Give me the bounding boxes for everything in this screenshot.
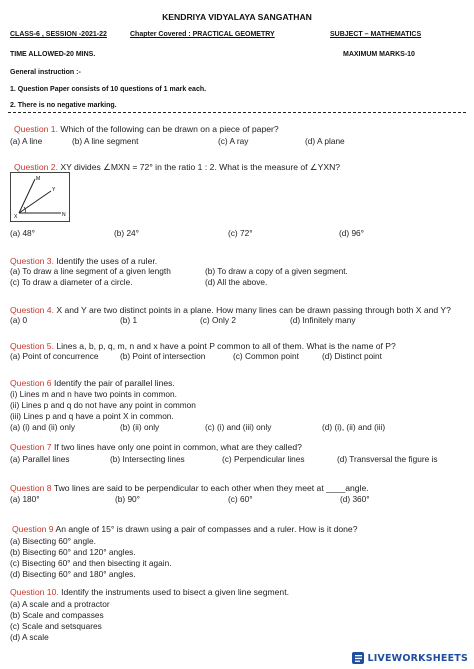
q6-option-d[interactable]: (d) (i), (ii) and (iii) — [322, 422, 386, 432]
question-1: Question 1. Which of the following can be drawn on a piece of paper? — [14, 124, 279, 134]
q2-option-c[interactable]: (c) 72° — [228, 228, 253, 238]
q5-option-a[interactable]: (a) Point of concurrence — [10, 351, 99, 361]
label-x: X — [14, 214, 18, 220]
q7-option-d[interactable]: (d) Transversal the figure is — [337, 454, 438, 464]
q3-option-d[interactable]: (d) All the above. — [205, 277, 268, 287]
q6-statement-1: (i) Lines m and n have two points in common. — [10, 389, 177, 399]
q6-option-c[interactable]: (c) (i) and (iii) only — [205, 422, 272, 432]
q8-option-c[interactable]: (c) 60° — [228, 494, 253, 504]
maximum-marks: MAXIMUM MARKS-10 — [343, 51, 415, 58]
question-5: Question 5. Lines a, b, p, q, m, n and x have a point P common to all of them. What is the name of P? — [10, 341, 396, 351]
instruction-title: General instruction :- — [10, 69, 81, 76]
q6-statement-3: (iii) Lines p and q have a point X in common. — [10, 411, 174, 421]
question-4: Question 4. X and Y are two distinct points in a plane. How many lines can be drawn passing through both X and Y? — [10, 305, 451, 315]
question-7: Question 7 If two lines have only one point in common, what are they called? — [10, 442, 302, 452]
q1-option-c[interactable]: (c) A ray — [218, 136, 249, 146]
q7-option-c[interactable]: (c) Perpendicular lines — [222, 454, 305, 464]
q1-option-a[interactable]: (a) A line — [10, 136, 43, 146]
angle-diagram-svg — [11, 173, 69, 221]
q2-option-b[interactable]: (b) 24° — [114, 228, 139, 238]
q5-option-d[interactable]: (d) Distinct point — [322, 351, 382, 361]
q4-option-c[interactable]: (c) Only 2 — [200, 315, 236, 325]
q2-option-d[interactable]: (d) 96° — [339, 228, 364, 238]
dashed-divider — [8, 112, 466, 113]
q9-option-b[interactable]: (b) Bisecting 60° and 120° angles. — [10, 547, 136, 557]
q9-option-c[interactable]: (c) Bisecting 60° and then bisecting it again. — [10, 558, 172, 568]
q4-option-a[interactable]: (a) 0 — [10, 315, 28, 325]
question-2: Question 2. XY divides ∠MXN = 72° in the ratio 1 : 2. What is the measure of ∠YXN? — [14, 162, 341, 172]
subject: SUBJECT – MATHEMATICS — [330, 31, 422, 38]
q9-option-d[interactable]: (d) Bisecting 60° and 180° angles. — [10, 569, 136, 579]
q4-option-d[interactable]: (d) Infinitely many — [290, 315, 356, 325]
q3-option-b[interactable]: (b) To draw a copy of a given segment. — [205, 266, 348, 276]
school-title: KENDRIYA VIDYALAYA SANGATHAN — [162, 12, 312, 22]
instruction-1: 1. Question Paper consists of 10 questions of 1 mark each. — [10, 86, 207, 93]
q6-option-a[interactable]: (a) (i) and (ii) only — [10, 422, 76, 432]
q5-option-b[interactable]: (b) Point of intersection — [120, 351, 206, 361]
q7-option-a[interactable]: (a) Parallel lines — [10, 454, 70, 464]
q10-option-a[interactable]: (a) A scale and a protractor — [10, 599, 110, 609]
label-m: M — [36, 176, 41, 182]
worksheet-icon — [352, 652, 364, 664]
chapter-covered: Chapter Covered : PRACTICAL GEOMETRY — [130, 31, 275, 38]
angle-diagram — [10, 172, 70, 222]
label-y: Y — [52, 187, 56, 193]
q6-option-b[interactable]: (b) (ii) only — [120, 422, 160, 432]
time-allowed: TIME ALLOWED-20 MINS. — [10, 51, 96, 58]
q2-option-a[interactable]: (a) 48° — [10, 228, 35, 238]
q1-option-b[interactable]: (b) A line segment — [72, 136, 139, 146]
question-10: Question 10. Identify the instruments used to bisect a given line segment. — [10, 587, 289, 597]
question-6: Question 6 Identify the pair of parallel lines. — [10, 378, 175, 388]
q9-option-a[interactable]: (a) Bisecting 60° angle. — [10, 536, 96, 546]
q5-option-c[interactable]: (c) Common point — [233, 351, 299, 361]
q6-statement-2: (ii) Lines p and q do not have any point in common — [10, 400, 196, 410]
liveworksheets-logo[interactable] — [352, 651, 468, 665]
question-8: Question 8 Two lines are said to be perpendicular to each other when they meet at ____angle. — [10, 483, 369, 493]
q7-option-b[interactable]: (b) Intersecting lines — [110, 454, 185, 464]
class-session: CLASS-6 , SESSION -2021-22 — [10, 31, 107, 38]
q10-option-d[interactable]: (d) A scale — [10, 632, 49, 642]
q3-option-a[interactable]: (a) To draw a line segment of a given length — [10, 266, 171, 276]
instruction-2: 2. There is no negative marking. — [10, 102, 117, 109]
q8-option-d[interactable]: (d) 360° — [340, 494, 370, 504]
q3-option-c[interactable]: (c) To draw a diameter of a circle. — [10, 277, 133, 287]
label-n: N — [62, 212, 66, 218]
q4-option-b[interactable]: (b) 1 — [120, 315, 138, 325]
question-9: Question 9 An angle of 15° is drawn using a pair of compasses and a ruler. How is it done? — [12, 524, 358, 534]
q10-option-c[interactable]: (c) Scale and setsquares — [10, 621, 102, 631]
q1-option-d[interactable]: (d) A plane — [305, 136, 345, 146]
brand-name: LIVEWORKSHEETS — [367, 652, 468, 664]
q10-option-b[interactable]: (b) Scale and compasses — [10, 610, 104, 620]
question-3: Question 3. Identify the uses of a ruler. — [10, 256, 158, 266]
q8-option-b[interactable]: (b) 90° — [115, 494, 140, 504]
q8-option-a[interactable]: (a) 180° — [10, 494, 40, 504]
